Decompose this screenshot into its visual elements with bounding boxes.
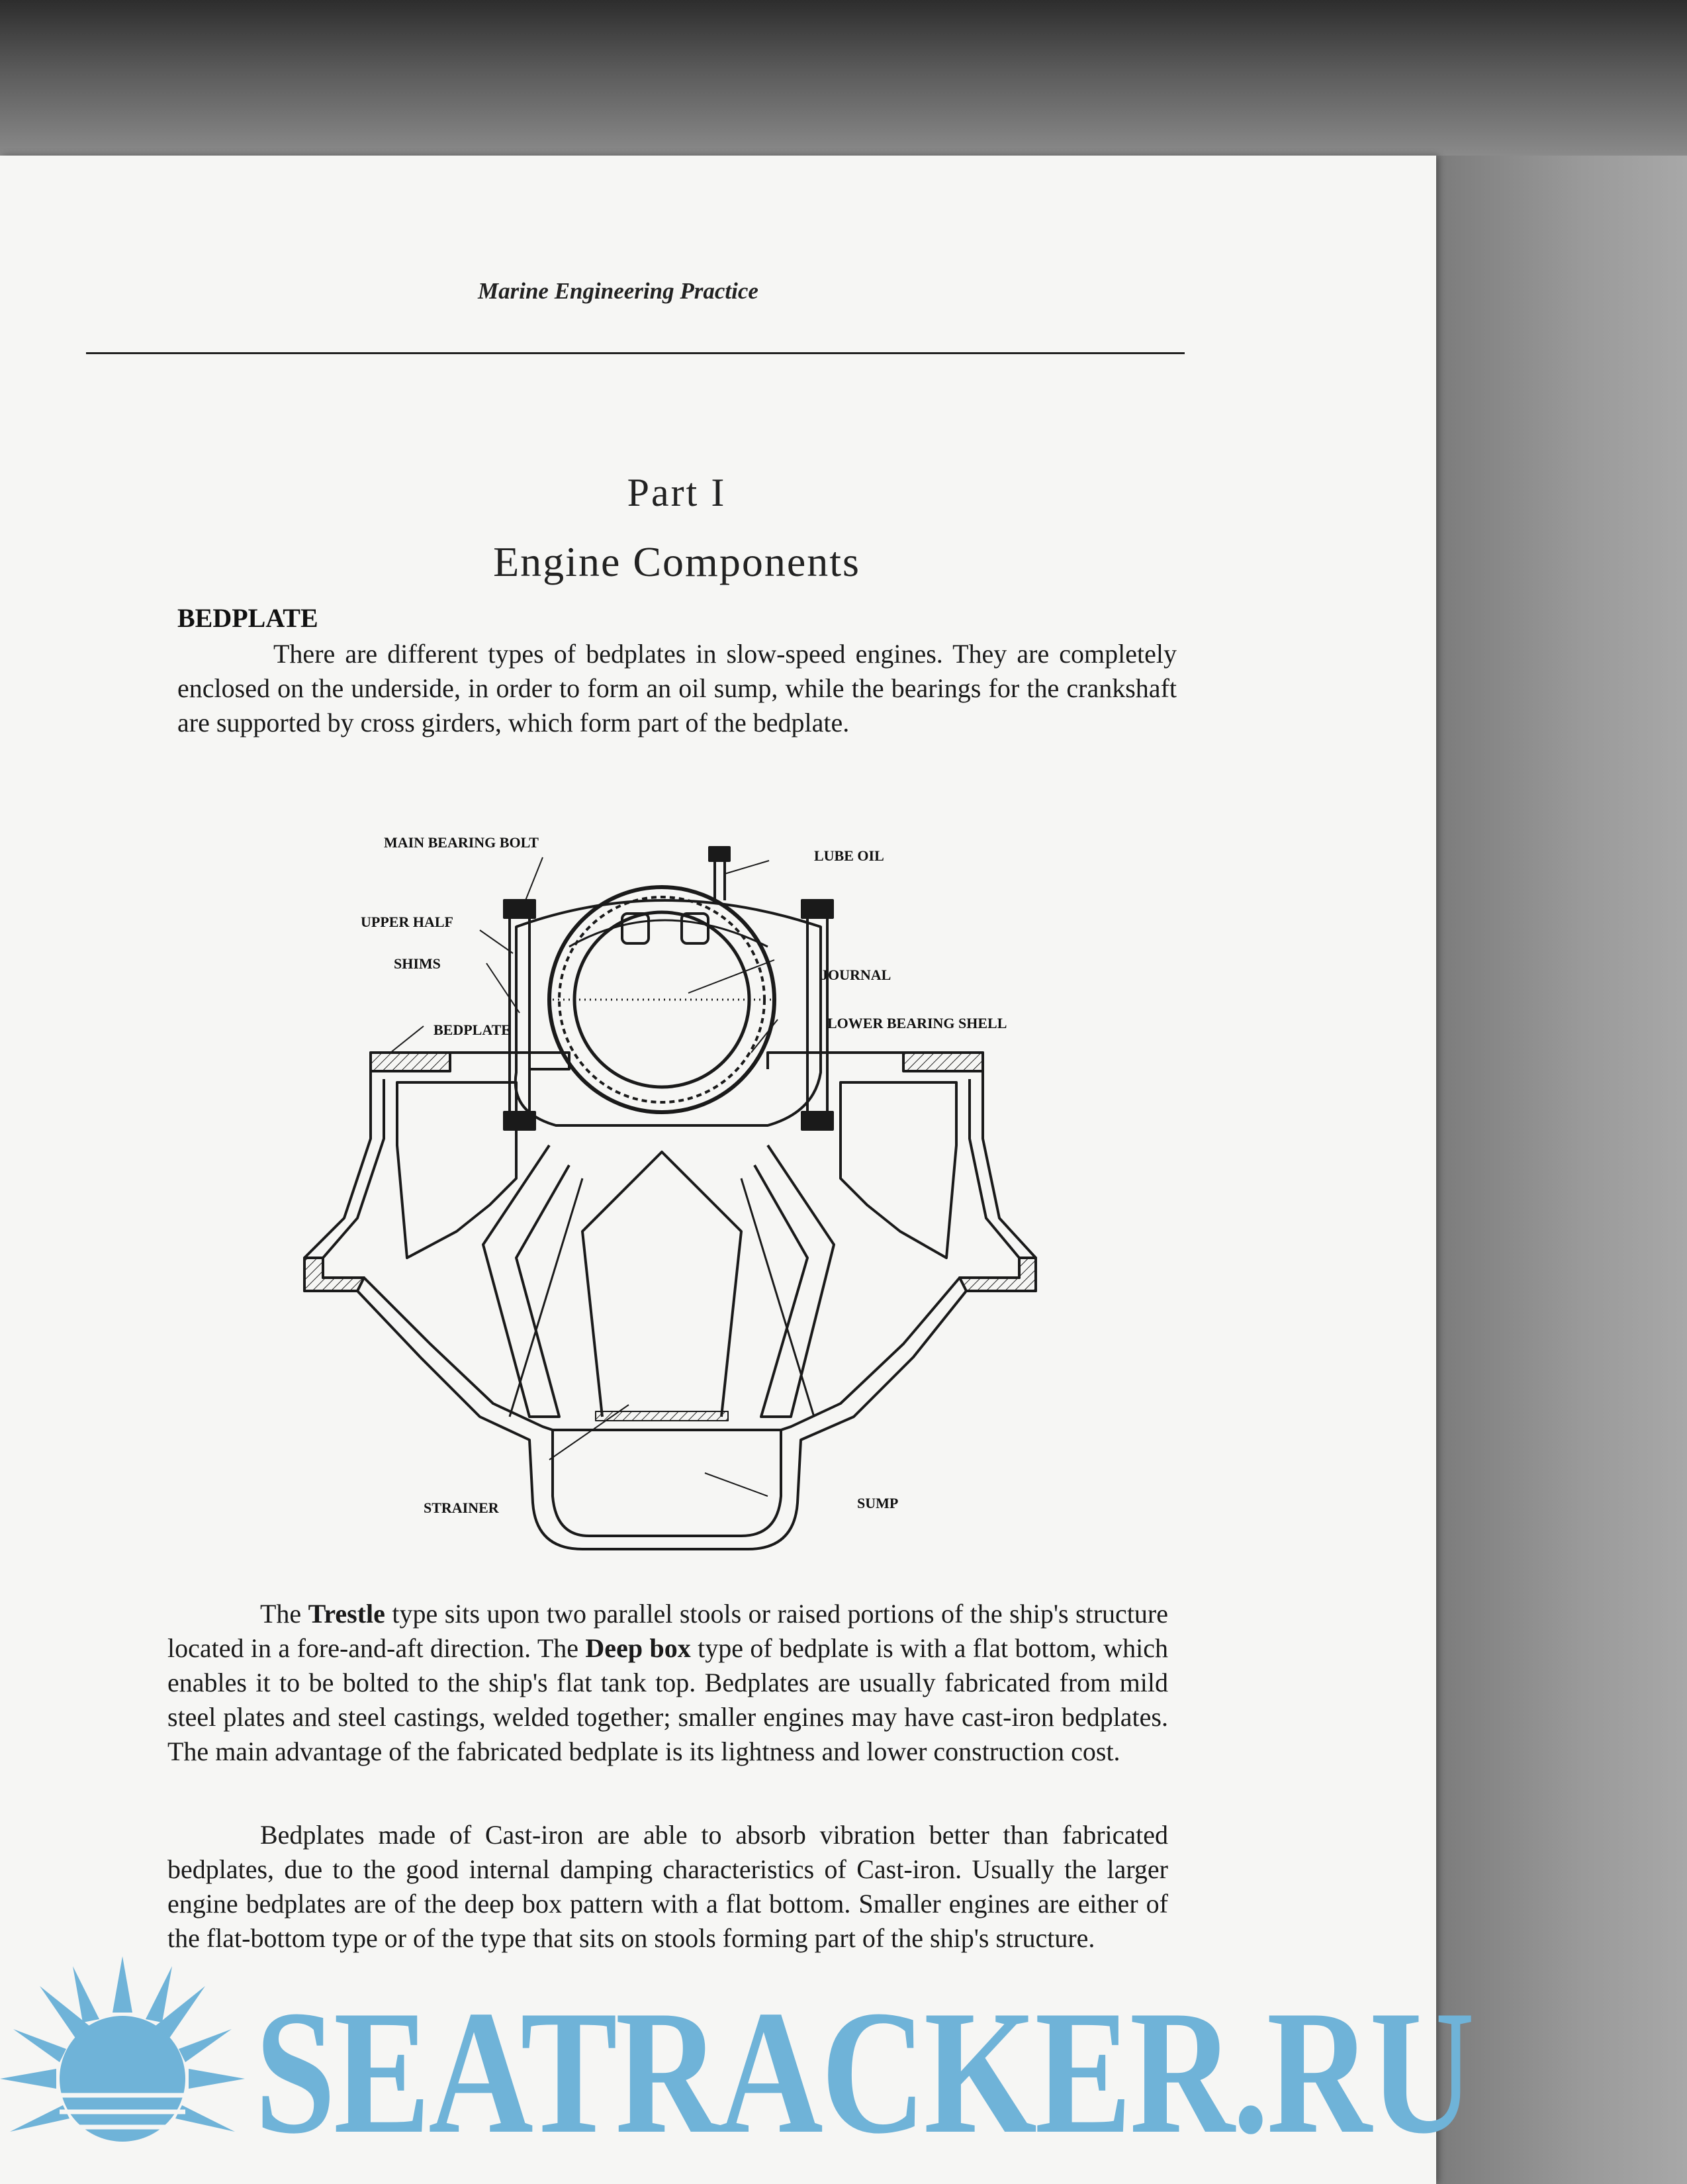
strainer (596, 1411, 728, 1421)
running-header: Marine Engineering Practice (478, 278, 758, 304)
paragraph-types-part-b: type of bedplate is with a flat bottom, which enables it to be bolted to the ship's flat tank top. Bedplates are usually fabricated from mild steel plates and steel castings, welded together; smaller engines may have cast-iron bedplates. The main advantage of the fabricated bedplate is its lightness and lower construction cost. (167, 1633, 1169, 1766)
bedplate-inner-outline (323, 1079, 1019, 1430)
trestle-v (483, 1145, 569, 1417)
header-rule (86, 352, 1185, 354)
label-lube-oil: LUBE OIL (814, 847, 884, 864)
scan-background-top (0, 0, 1687, 156)
part-title: Part I (627, 471, 727, 514)
label-shims: SHIMS (394, 955, 441, 972)
bedplate-outer-outline (304, 1053, 1036, 1549)
paragraph-cast-iron (167, 1818, 1168, 1956)
term-deep-box: Deep box (585, 1633, 691, 1663)
label-journal: JOURNAL (821, 967, 891, 983)
bedplate-cross-section-drawing (291, 834, 1105, 1589)
paragraph-types-indent: The (260, 1599, 308, 1629)
trestle-v-right (754, 1145, 834, 1417)
bedplate-diagram (291, 834, 1105, 1589)
section-heading: BEDPLATE (177, 603, 318, 633)
paragraph-intro (177, 637, 1177, 740)
term-trestle: Trestle (308, 1599, 385, 1629)
flange-right (903, 1053, 983, 1071)
girder-left (397, 1082, 516, 1258)
label-bedplate: BEDPLATE (433, 1021, 511, 1038)
label-main-bearing-bolt: MAIN BEARING BOLT (384, 834, 539, 851)
paragraph-intro-text: There are different types of bedplates in slow-speed engines. They are completely enclosed on the underside, in order to form an oil sump, while the bearings for the crankshaft are supported by cross girders, which form part of the bedplate. (177, 639, 1177, 737)
label-strainer: STRAINER (424, 1499, 499, 1516)
paragraph-types-part-a: type sits upon two parallel stools or raised portions of the ship's structure located in a fore-and-aft direction. The (167, 1599, 1169, 1663)
watermark-text: SEATRACKER.RU (255, 1973, 1473, 2170)
girder-right (841, 1082, 956, 1258)
paragraph-types (167, 1597, 1168, 1769)
wall-right-hatch (960, 1258, 1036, 1291)
sump (553, 1430, 781, 1536)
label-sump: SUMP (857, 1495, 899, 1511)
flange-left (371, 1053, 450, 1071)
paragraph-cast-iron-text: Bedplates made of Cast-iron are able to absorb vibration better than fabricated bedplates, due to the good internal damping characteristics of Cast-iron. Usually the larger engine bedplates are of the deep box pattern with a flat bottom. Smaller engines are either of the flat-bottom type or of the type that sits on stools forming part of the ship's structure. (167, 1820, 1168, 1953)
section-title: Engine Components (493, 538, 860, 585)
scan-background-right (1430, 156, 1687, 2184)
watermark-sun-icon (0, 1956, 245, 2184)
label-upper-half: UPPER HALF (361, 914, 453, 930)
wall-left-hatch (304, 1258, 364, 1291)
label-lower-bearing-shell: LOWER BEARING SHELL (827, 1015, 1007, 1031)
